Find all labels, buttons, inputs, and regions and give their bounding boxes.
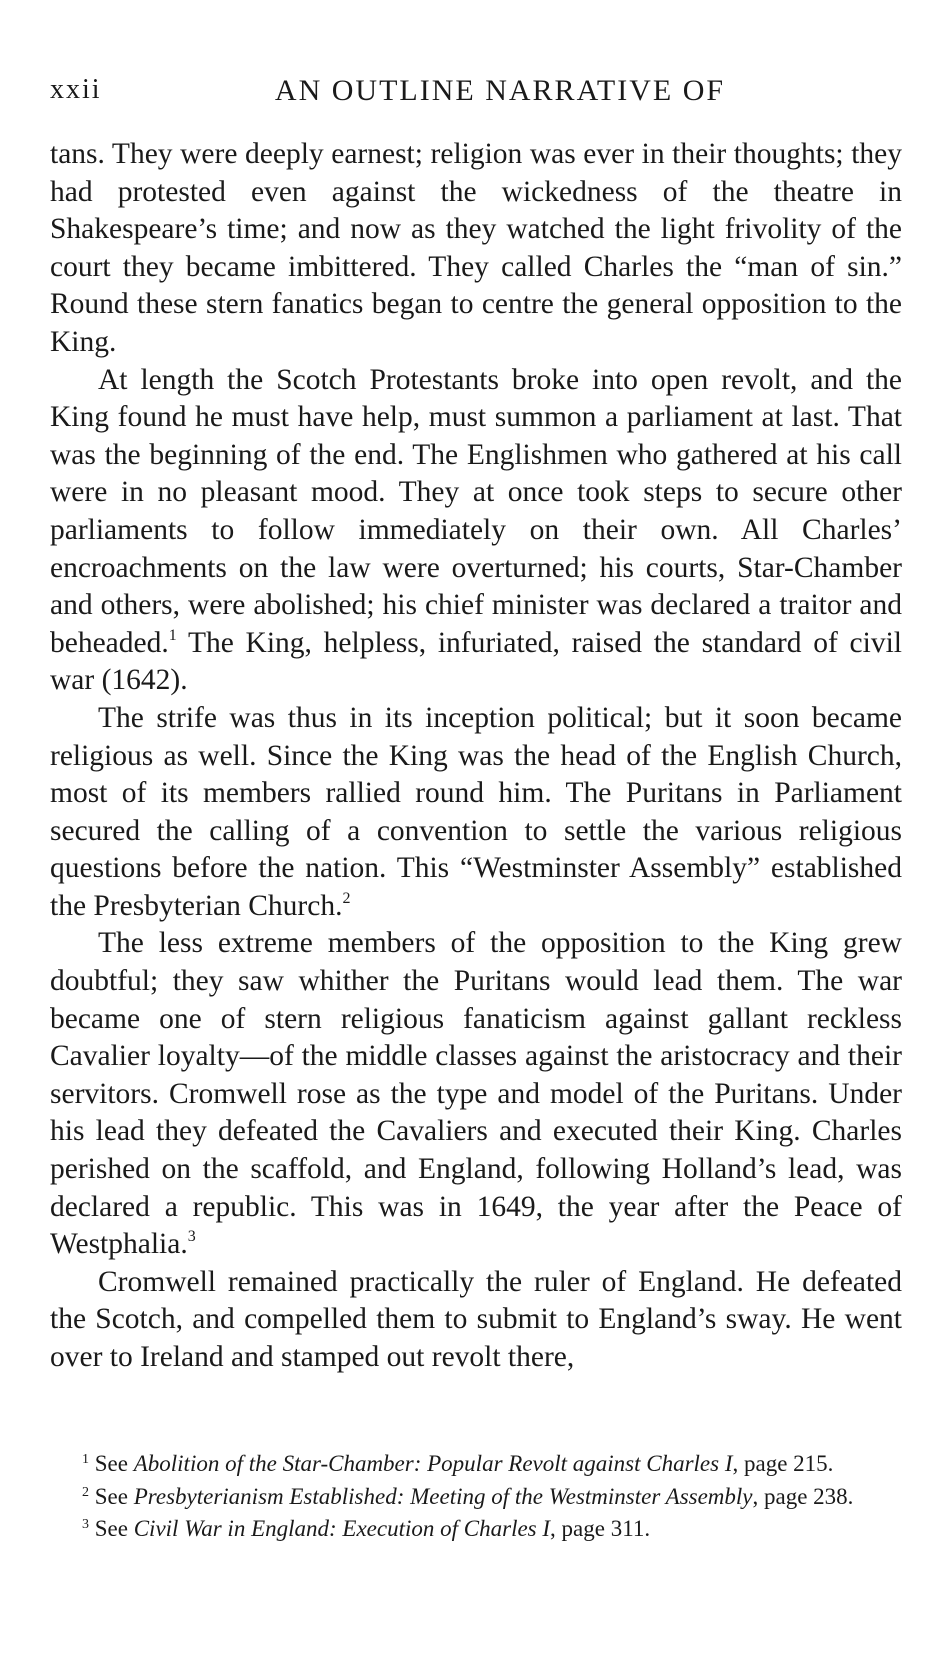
footnote-2 bbox=[50, 1481, 902, 1514]
paragraph-2-text-b: The King, helpless, infuriated, raised the standard of civil war (1642). bbox=[50, 626, 902, 697]
footnote-3-page: , page 311. bbox=[550, 1516, 651, 1541]
paragraph-3-text: The strife was thus in its inception political; but it soon became religious as well. Since the King was the head of the English Church, most of its members rallied round him. The Puritans in Parliament secured the calling of a convention to settle the various religious questions before the nation. This “Westminster Assembly” established the Presbyterian Church. bbox=[50, 701, 902, 922]
page-number: xxii bbox=[50, 74, 102, 105]
footnote-ref-3: 3 bbox=[187, 1228, 196, 1246]
page-header bbox=[50, 74, 902, 114]
paragraph-2-text-a: At length the Scotch Protestants broke into open revolt, and the King found he must have help, must summon a parliament at last. That was the beginning of the end. The Englishmen who gathered at his call were in no pleasant mood. They at once took steps to secure other parliaments to follow immediately on their own. All Charles’ encroachments on the law were overturned; his courts, Star-Chamber and others, were abolished; his chief minister was declared a traitor and beheaded. bbox=[50, 363, 902, 659]
paragraph-4 bbox=[50, 925, 902, 1263]
footnote-ref-2: 2 bbox=[342, 889, 351, 907]
footnote-1-title: Abolition of the Star-Chamber: Popular Revolt against Charles I bbox=[133, 1451, 733, 1476]
paragraph-4-text: The less extreme members of the opposition to the King grew doubtful; they saw whither the Puritans would lead them. The war became one of stern religious fanaticism against gallant reckless Cavalier loyalty—of the middle classes against the aristocracy and their servitors. Cromwell rose as the type and model of the Puritans. Under his lead they defeated the Cavaliers and executed their King. Charles perished on the scaffold, and England, following Holland’s lead, was declared a republic. This was in 1649, the year after the Peace of Westphalia. bbox=[50, 927, 902, 1261]
body-text bbox=[50, 136, 902, 1377]
paragraph-1: tans. They were deeply earnest; religion was ever in their thoughts; they had protested even against the wickedness of the theatre in Shakespeare’s time; and now as they watched the light frivolity of the court they became imbittered. They called Charles the “man of sin.” Round these stern fanatics began to centre the general opposition to the King. bbox=[50, 138, 902, 358]
paragraph-3 bbox=[50, 700, 902, 926]
footnote-3 bbox=[50, 1513, 902, 1546]
footnote-2-number: 2 bbox=[82, 1484, 89, 1500]
footnote-2-title: Presbyterianism Established: Meeting of the Westminster Assembly bbox=[133, 1483, 753, 1509]
footnote-1-see: See bbox=[89, 1451, 134, 1476]
footnote-2-page: , page 238. bbox=[752, 1483, 854, 1509]
footnote-1-number: 1 bbox=[82, 1452, 89, 1467]
footnote-2-see: See bbox=[89, 1483, 134, 1509]
paragraph-5: Cromwell remained practically the ruler of England. He defeated the Scotch, and compelled them to submit to England’s sway. He went over to Ireland and stamped out revolt there, bbox=[50, 1265, 902, 1373]
running-title: AN OUTLINE NARRATIVE OF bbox=[274, 74, 726, 107]
footnote-3-see: See bbox=[89, 1516, 134, 1541]
footnote-ref-1: 1 bbox=[168, 626, 177, 644]
footnote-3-title: Civil War in England: Execution of Charles I bbox=[133, 1516, 551, 1541]
footnote-1-page: , page 215. bbox=[732, 1451, 834, 1476]
paragraph-2 bbox=[50, 362, 902, 700]
footnote-1 bbox=[50, 1448, 902, 1481]
footnotes bbox=[50, 1448, 902, 1546]
footnote-3-number: 3 bbox=[82, 1517, 89, 1532]
